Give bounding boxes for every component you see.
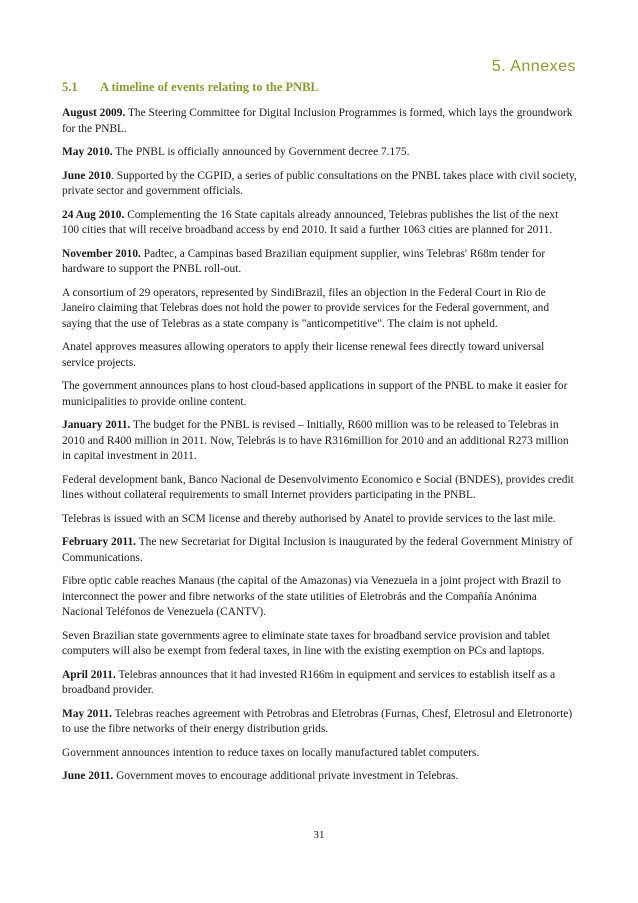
- timeline-entry: [62, 286, 578, 333]
- entry-text: The PNBL is officially announced by Government decree 7.175.: [112, 146, 410, 158]
- timeline-entry: [62, 707, 578, 738]
- entry-text: Fibre optic cable reaches Manaus (the capital of the Amazonas) via Venezuela in a joint project with Brazil to interconnect the power and fibre networks of the state utilities of Eletrobrás and the Compañía Anónima Nacional Teléfonos de Venezuela (CANTV).: [62, 575, 561, 618]
- section-number: 5.1: [62, 80, 78, 94]
- timeline-entry: [62, 629, 578, 660]
- entry-text: Seven Brazilian state governments agree to eliminate state taxes for broadband service provision and tablet computers will also be exempt from federal taxes, in line with the existing exemption on PCs and laptops.: [62, 629, 550, 657]
- entry-date: June 2011.: [62, 770, 114, 782]
- entry-text: The new Secretariat for Digital Inclusion is inaugurated by the federal Government Ministry of Communications.: [62, 536, 573, 564]
- timeline-entry: [62, 247, 578, 278]
- entry-date: 24 Aug 2010.: [62, 208, 125, 221]
- page-number: 31: [313, 829, 325, 841]
- entry-text: The budget for the PNBL is revised – Initially, R600 million was to be released to Telebras in 2010 and R400 million in 2011. Now, Telebrás is to have R316million for 2010 and an additional R273 million in capital investment in 2011.: [62, 419, 569, 462]
- timeline-entry: [62, 169, 578, 200]
- entry-text: Padtec, a Campinas based Brazilian equipment supplier, wins Telebras' R68m tender for hardware to support the PNBL roll-out.: [62, 247, 546, 275]
- entry-text: . Supported by the CGPID, a series of public consultations on the PNBL takes place with civil society, private sector and government officials.: [62, 169, 577, 197]
- timeline-entry: [62, 340, 578, 371]
- timeline-entry: [62, 574, 578, 621]
- entry-text: Federal development bank, Banco Nacional de Desenvolvimento Economico e Social (BNDES), provides credit lines without collateral requirements to small Internet providers participating in the PNBL.: [62, 473, 574, 501]
- entry-date: February 2011.: [62, 536, 137, 548]
- entry-text: Telebras is issued with an SCM license and thereby authorised by Anatel to provide services to the last mile.: [62, 512, 556, 525]
- entry-text: Anatel approves measures allowing operators to apply their license renewal fees directly toward universal service projects.: [62, 341, 545, 369]
- timeline-entry: [62, 418, 578, 465]
- entry-date: November 2010.: [62, 247, 141, 260]
- timeline-entry: [62, 145, 578, 161]
- timeline-entry: [62, 769, 578, 785]
- entry-text: Government moves to encourage additional private investment in Telebras.: [113, 770, 459, 782]
- entry-date: June 2010: [62, 169, 112, 182]
- timeline-entry: [62, 512, 578, 528]
- timeline-entry: [62, 668, 578, 699]
- section-heading: [62, 80, 319, 95]
- annex-title: 5. Annexes: [491, 58, 576, 75]
- entry-text: Telebras reaches agreement with Petrobras and Eletrobras (Furnas, Chesf, Eletrosul and Eletronorte) to use the fibre networks of their energy distribution grids.: [62, 707, 573, 735]
- timeline-entry: [62, 473, 578, 504]
- entry-date: April 2011.: [62, 668, 116, 681]
- entry-date: August 2009.: [62, 107, 126, 119]
- timeline-entry: [62, 535, 578, 566]
- entry-text: Government announces intention to reduce taxes on locally manufactured tablet computers.: [62, 746, 480, 759]
- entry-text: Complementing the 16 State capitals already announced, Telebras publishes the list of the next 100 cities that will receive broadband access by end 2010. It said a further 1063 cities are planned for 2011.: [62, 208, 559, 236]
- timeline-entries: [62, 106, 578, 793]
- entry-date: January 2011.: [62, 419, 131, 431]
- entry-text: Telebras announces that it had invested R166m in equipment and services to establish itself as a broadband provider.: [62, 668, 556, 696]
- entry-text: A consortium of 29 operators, represented by SindiBrazil, files an objection in the Federal Court in Rio de Janeiro claiming that Telebras does not hold the power to provide services for the Federal government, and saying that the use of Telebras as a state company is "anticompetitive". The claim is not upheld.: [62, 286, 550, 330]
- timeline-entry: [62, 379, 578, 410]
- timeline-entry: [62, 746, 578, 762]
- timeline-entry: [62, 208, 578, 239]
- entry-text: The Steering Committee for Digital Inclusion Programmes is formed, which lays the groundwork for the PNBL.: [62, 107, 573, 135]
- timeline-entry: [62, 106, 578, 137]
- entry-date: May 2011.: [62, 707, 112, 720]
- entry-text: The government announces plans to host cloud-based applications in support of the PNBL to make it easier for municipalities to provide online content.: [62, 380, 568, 408]
- section-title: A timeline of events relating to the PNBL: [100, 80, 319, 94]
- entry-date: May 2010.: [62, 146, 113, 158]
